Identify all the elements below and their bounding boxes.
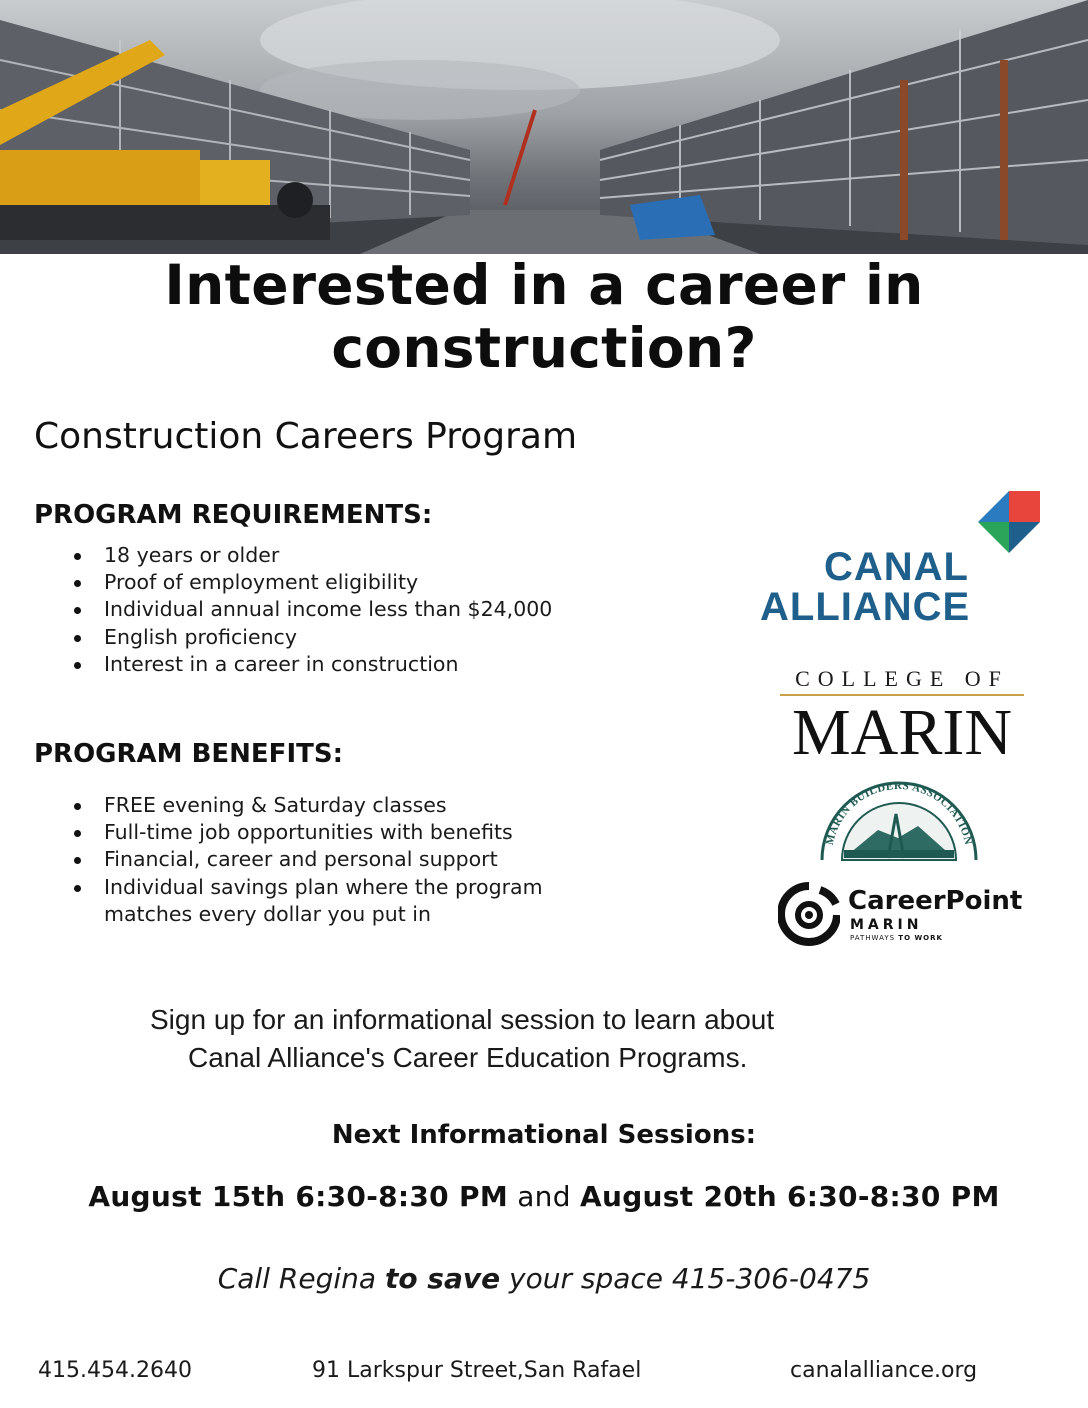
list-item: Individual savings plan where the program matches every dollar you put in — [70, 874, 630, 928]
list-item: FREE evening & Saturday classes — [70, 792, 630, 819]
call-part-1: Call Regina — [217, 1262, 385, 1295]
list-item: Full-time job opportunities with benefits — [70, 819, 630, 846]
requirements-list — [70, 542, 552, 678]
list-item: Proof of employment eligibility — [70, 569, 552, 596]
careerpoint-tag-strong: TO WORK — [898, 934, 943, 942]
footer-phone[interactable]: 415.454.2640 — [38, 1358, 192, 1383]
list-item: 18 years or older — [70, 542, 552, 569]
signup-line-1: Sign up for an informational session to learn about — [150, 1004, 775, 1035]
footer-address: 91 Larkspur Street,San Rafael — [312, 1358, 642, 1383]
careerpoint-tagline — [850, 934, 943, 942]
careerpoint-name: CareerPoint — [848, 886, 1023, 916]
list-item: English proficiency — [70, 624, 552, 651]
canal-alliance-line1: CANAL — [824, 545, 969, 589]
headline-line-1: Interested in a career in — [164, 253, 924, 317]
list-item: Interest in a career in construction — [70, 651, 552, 678]
signup-line-2: Canal Alliance's Career Education Programs. — [188, 1042, 748, 1073]
session-joiner: and — [517, 1180, 571, 1213]
list-item: Individual annual income less than $24,000 — [70, 596, 552, 623]
hero-construction-photo — [0, 0, 1088, 254]
headline-line-2: construction? — [331, 316, 757, 380]
program-title: Construction Careers Program — [34, 416, 578, 457]
sessions-heading: Next Informational Sessions: — [331, 1120, 757, 1150]
session-date-1: August 15th 6:30-8:30 PM — [88, 1180, 508, 1213]
marin-builders-association-logo — [818, 778, 980, 866]
construction-site-illustration — [0, 0, 1088, 254]
benefits-heading: PROGRAM BENEFITS: — [34, 739, 343, 769]
careerpoint-marin: MARIN — [850, 917, 923, 933]
college-of-marin-main: MARIN — [791, 696, 1012, 769]
call-part-3: your space 415-306-0475 — [500, 1262, 871, 1295]
canal-alliance-line2: ALLIANCE — [760, 585, 971, 629]
benefits-list — [70, 792, 630, 928]
requirements-heading: PROGRAM REQUIREMENTS: — [34, 500, 433, 530]
list-item: Financial, career and personal support — [70, 846, 630, 873]
canal-alliance-logo-icon — [978, 491, 1040, 557]
careerpoint-tag-prefix: PATHWAYS — [850, 934, 899, 942]
call-part-2: to save — [384, 1262, 501, 1295]
call-to-action — [0, 1262, 1088, 1295]
marin-builders-text: MARIN BUILDERS ASSOCIATION — [823, 779, 975, 847]
session-date-2: August 20th 6:30-8:30 PM — [579, 1180, 1000, 1213]
footer-website[interactable]: canalalliance.org — [790, 1358, 978, 1383]
careerpoint-logo-icon — [778, 882, 840, 952]
session-dates — [0, 1180, 1088, 1213]
page-headline — [0, 254, 1088, 380]
college-of-marin-top: COLLEGE OF — [795, 666, 1009, 691]
